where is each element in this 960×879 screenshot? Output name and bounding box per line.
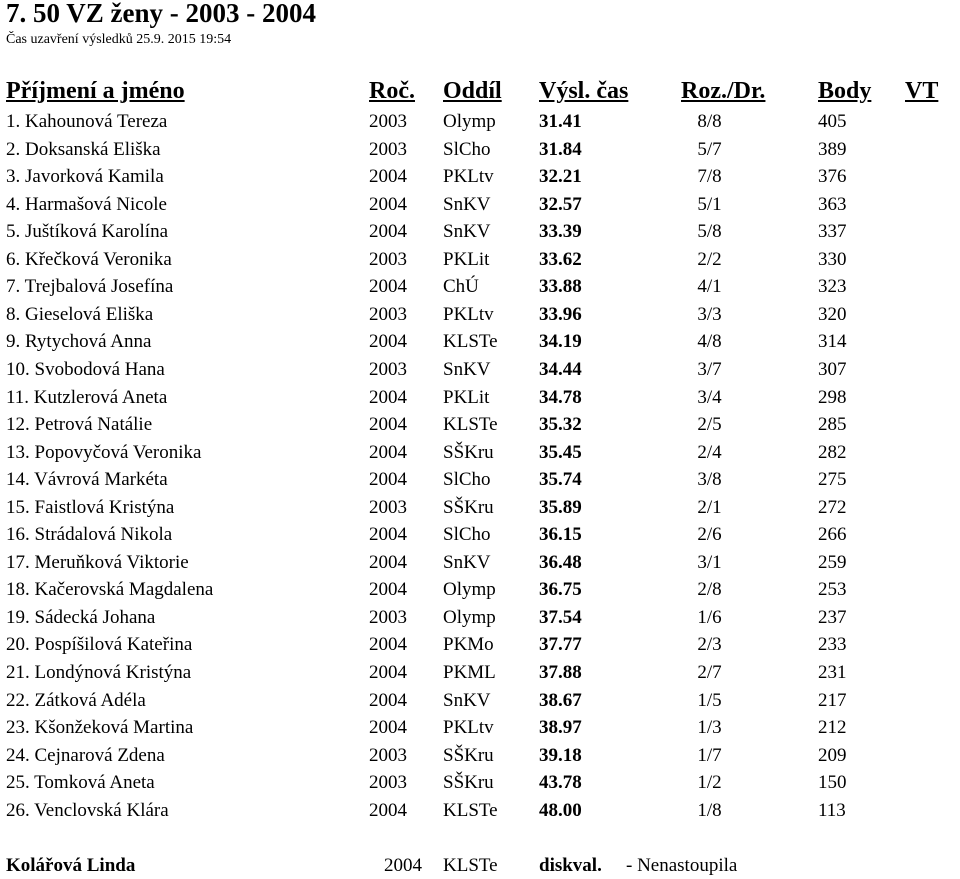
result-time: 39.18 <box>539 744 582 766</box>
result-club: PKLit <box>443 386 490 408</box>
dq-status: diskval. <box>539 855 602 876</box>
result-year: 2004 <box>369 579 407 601</box>
result-year: 2003 <box>369 772 407 794</box>
result-heat-lane: 7/8 <box>697 166 722 188</box>
result-points: 266 <box>818 524 847 546</box>
result-points: 376 <box>818 166 847 188</box>
result-points: 298 <box>818 386 847 408</box>
result-name: 12. Petrová Natálie <box>6 414 153 436</box>
result-heat-lane: 3/8 <box>697 469 722 491</box>
result-club: PKML <box>443 662 496 683</box>
result-year: 2004 <box>369 414 407 436</box>
result-name: 21. Londýnová Kristýna <box>6 662 192 683</box>
result-time: 34.78 <box>539 386 582 408</box>
result-heat-lane: 3/3 <box>697 303 722 325</box>
result-club: SnKV <box>443 551 491 573</box>
table-row <box>0 111 960 138</box>
result-name: 6. Křečková Veronika <box>6 248 172 270</box>
result-name: 5. Juštíková Karolína <box>6 221 169 243</box>
result-time: 36.15 <box>539 524 582 546</box>
result-year: 2004 <box>369 221 407 243</box>
result-heat-lane: 2/5 <box>697 414 722 436</box>
result-heat-lane: 5/8 <box>697 221 722 243</box>
result-year: 2004 <box>369 717 407 739</box>
table-row <box>0 662 960 689</box>
table-row <box>0 249 960 276</box>
result-club: SŠKru <box>443 772 494 794</box>
result-time: 37.88 <box>539 662 582 683</box>
result-time: 35.74 <box>539 469 582 491</box>
result-points: 320 <box>818 303 847 325</box>
result-points: 405 <box>818 111 847 132</box>
result-club: PKLtv <box>443 166 494 188</box>
result-year: 2004 <box>369 634 407 656</box>
header-club: Oddíl <box>443 78 502 104</box>
result-name: 14. Vávrová Markéta <box>6 469 168 491</box>
table-row <box>0 276 960 303</box>
result-points: 323 <box>818 276 847 298</box>
result-heat-lane: 1/6 <box>697 606 722 628</box>
result-club: SnKV <box>443 193 491 215</box>
table-row <box>0 166 960 193</box>
result-name: 2. Doksanská Eliška <box>6 138 161 160</box>
result-name: 15. Faistlová Kristýna <box>6 496 175 518</box>
result-time: 34.44 <box>539 358 582 380</box>
result-name: 20. Pospíšilová Kateřina <box>6 634 193 656</box>
result-time: 33.62 <box>539 248 582 270</box>
result-club: KLSTe <box>443 331 498 353</box>
result-year: 2003 <box>369 744 407 766</box>
table-row <box>0 442 960 469</box>
result-time: 43.78 <box>539 772 582 794</box>
result-points: 307 <box>818 358 847 380</box>
result-name: 26. Venclovská Klára <box>6 799 169 821</box>
result-name: 23. Kšonžeková Martina <box>6 717 194 739</box>
result-club: ChÚ <box>443 276 479 298</box>
table-row <box>0 497 960 524</box>
result-heat-lane: 1/3 <box>697 717 722 739</box>
result-heat-lane: 2/3 <box>697 634 722 656</box>
result-club: PKLtv <box>443 717 494 739</box>
result-year: 2004 <box>369 166 407 188</box>
result-points: 233 <box>818 634 847 656</box>
result-points: 363 <box>818 193 847 215</box>
result-heat-lane: 5/7 <box>697 138 722 160</box>
result-club: PKLtv <box>443 303 494 325</box>
result-club: PKMo <box>443 634 494 656</box>
result-name: 10. Svobodová Hana <box>6 358 165 380</box>
result-heat-lane: 2/4 <box>697 441 722 463</box>
header-vt: VT <box>905 78 939 104</box>
results-closed-time: Čas uzavření výsledků 25.9. 2015 19:54 <box>6 32 232 47</box>
result-club: SlCho <box>443 524 491 546</box>
result-heat-lane: 2/7 <box>697 662 722 683</box>
result-club: KLSTe <box>443 414 498 436</box>
result-points: 209 <box>818 744 847 766</box>
table-row <box>0 469 960 496</box>
table-row <box>0 772 960 799</box>
result-time: 35.45 <box>539 441 582 463</box>
result-heat-lane: 1/8 <box>697 799 722 821</box>
table-row <box>0 359 960 386</box>
result-time: 35.32 <box>539 414 582 436</box>
result-year: 2004 <box>369 441 407 463</box>
table-row <box>0 690 960 717</box>
table-row <box>0 414 960 441</box>
result-club: Olymp <box>443 606 496 628</box>
result-time: 48.00 <box>539 799 582 821</box>
table-row <box>0 800 960 827</box>
result-time: 37.77 <box>539 634 582 656</box>
result-time: 33.39 <box>539 221 582 243</box>
result-points: 259 <box>818 551 847 573</box>
result-time: 36.75 <box>539 579 582 601</box>
result-year: 2004 <box>369 331 407 353</box>
table-row <box>0 221 960 248</box>
result-name: 22. Zátková Adéla <box>6 689 146 711</box>
dq-club: KLSTe <box>443 855 498 876</box>
header-name: Příjmení a jméno <box>6 78 185 104</box>
table-row <box>0 139 960 166</box>
result-name: 13. Popovyčová Veronika <box>6 441 202 463</box>
result-year: 2004 <box>369 662 407 683</box>
result-name: 19. Sádecká Johana <box>6 606 156 628</box>
result-name: 3. Javorková Kamila <box>6 166 164 188</box>
table-row <box>0 524 960 551</box>
result-heat-lane: 2/1 <box>697 496 722 518</box>
result-year: 2004 <box>369 551 407 573</box>
result-year: 2004 <box>369 524 407 546</box>
result-name: 7. Trejbalová Josefína <box>6 276 174 298</box>
table-row <box>0 745 960 772</box>
result-heat-lane: 1/2 <box>697 772 722 794</box>
result-time: 31.41 <box>539 111 582 132</box>
result-club: PKLit <box>443 248 490 270</box>
result-points: 113 <box>818 799 846 821</box>
result-points: 389 <box>818 138 847 160</box>
result-time: 35.89 <box>539 496 582 518</box>
dq-name: Kolářová Linda <box>6 855 136 876</box>
result-time: 38.67 <box>539 689 582 711</box>
result-time: 32.57 <box>539 193 582 215</box>
result-time: 33.88 <box>539 276 582 298</box>
result-time: 33.96 <box>539 303 582 325</box>
table-row <box>0 607 960 634</box>
result-year: 2003 <box>369 358 407 380</box>
result-year: 2004 <box>369 193 407 215</box>
result-club: Olymp <box>443 111 496 132</box>
result-time: 37.54 <box>539 606 582 628</box>
result-points: 330 <box>818 248 847 270</box>
result-heat-lane: 4/8 <box>697 331 722 353</box>
table-row <box>0 331 960 358</box>
table-row <box>0 194 960 221</box>
result-club: SlCho <box>443 138 491 160</box>
result-heat-lane: 2/8 <box>697 579 722 601</box>
result-year: 2004 <box>369 689 407 711</box>
result-name: 25. Tomková Aneta <box>6 772 155 794</box>
result-heat-lane: 3/1 <box>697 551 722 573</box>
result-club: SŠKru <box>443 744 494 766</box>
result-heat-lane: 1/5 <box>697 689 722 711</box>
result-club: SlCho <box>443 469 491 491</box>
result-heat-lane: 3/7 <box>697 358 722 380</box>
result-name: 4. Harmašová Nicole <box>6 193 167 215</box>
header-year: Roč. <box>369 78 415 104</box>
header-rd: Roz./Dr. <box>681 78 766 104</box>
header-points: Body <box>818 78 872 104</box>
result-heat-lane: 3/4 <box>697 386 722 408</box>
result-year: 2004 <box>369 276 407 298</box>
result-name: 11. Kutzlerová Aneta <box>6 386 168 408</box>
result-year: 2003 <box>369 606 407 628</box>
table-row <box>0 634 960 661</box>
result-points: 231 <box>818 662 847 683</box>
result-points: 275 <box>818 469 847 491</box>
result-year: 2003 <box>369 303 407 325</box>
result-points: 237 <box>818 606 847 628</box>
result-points: 217 <box>818 689 847 711</box>
result-year: 2004 <box>369 799 407 821</box>
result-year: 2003 <box>369 496 407 518</box>
result-club: SnKV <box>443 689 491 711</box>
result-points: 272 <box>818 496 847 518</box>
result-points: 282 <box>818 441 847 463</box>
result-points: 212 <box>818 717 847 739</box>
result-points: 314 <box>818 331 847 353</box>
header-time: Výsl. čas <box>539 78 629 104</box>
result-points: 150 <box>818 772 847 794</box>
result-club: SŠKru <box>443 441 494 463</box>
table-row <box>0 579 960 606</box>
result-year: 2003 <box>369 138 407 160</box>
result-club: SŠKru <box>443 496 494 518</box>
result-year: 2003 <box>369 248 407 270</box>
dq-note: - Nenastoupila <box>626 855 738 876</box>
result-name: 9. Rytychová Anna <box>6 331 152 353</box>
result-time: 36.48 <box>539 551 582 573</box>
result-heat-lane: 2/6 <box>697 524 722 546</box>
result-heat-lane: 1/7 <box>697 744 722 766</box>
result-year: 2003 <box>369 111 407 132</box>
result-name: 1. Kahounová Tereza <box>6 111 168 132</box>
result-year: 2004 <box>369 469 407 491</box>
result-heat-lane: 2/2 <box>697 248 722 270</box>
table-row <box>0 717 960 744</box>
result-club: SnKV <box>443 221 491 243</box>
result-club: Olymp <box>443 579 496 601</box>
result-heat-lane: 8/8 <box>697 111 722 132</box>
result-club: KLSTe <box>443 799 498 821</box>
result-points: 253 <box>818 579 847 601</box>
result-name: 24. Cejnarová Zdena <box>6 744 165 766</box>
result-time: 31.84 <box>539 138 582 160</box>
result-points: 337 <box>818 221 847 243</box>
page-title: 7. 50 VZ ženy - 2003 - 2004 <box>6 0 316 28</box>
result-time: 38.97 <box>539 717 582 739</box>
result-name: 17. Meruňková Viktorie <box>6 551 189 573</box>
dq-year: 2004 <box>384 855 422 876</box>
table-row <box>0 552 960 579</box>
result-points: 285 <box>818 414 847 436</box>
table-row <box>0 387 960 414</box>
result-heat-lane: 5/1 <box>697 193 722 215</box>
result-time: 34.19 <box>539 331 582 353</box>
result-name: 16. Strádalová Nikola <box>6 524 173 546</box>
table-row <box>0 304 960 331</box>
result-heat-lane: 4/1 <box>697 276 722 298</box>
result-time: 32.21 <box>539 166 582 188</box>
result-name: 8. Gieselová Eliška <box>6 303 154 325</box>
result-name: 18. Kačerovská Magdalena <box>6 579 214 601</box>
result-year: 2004 <box>369 386 407 408</box>
result-club: SnKV <box>443 358 491 380</box>
